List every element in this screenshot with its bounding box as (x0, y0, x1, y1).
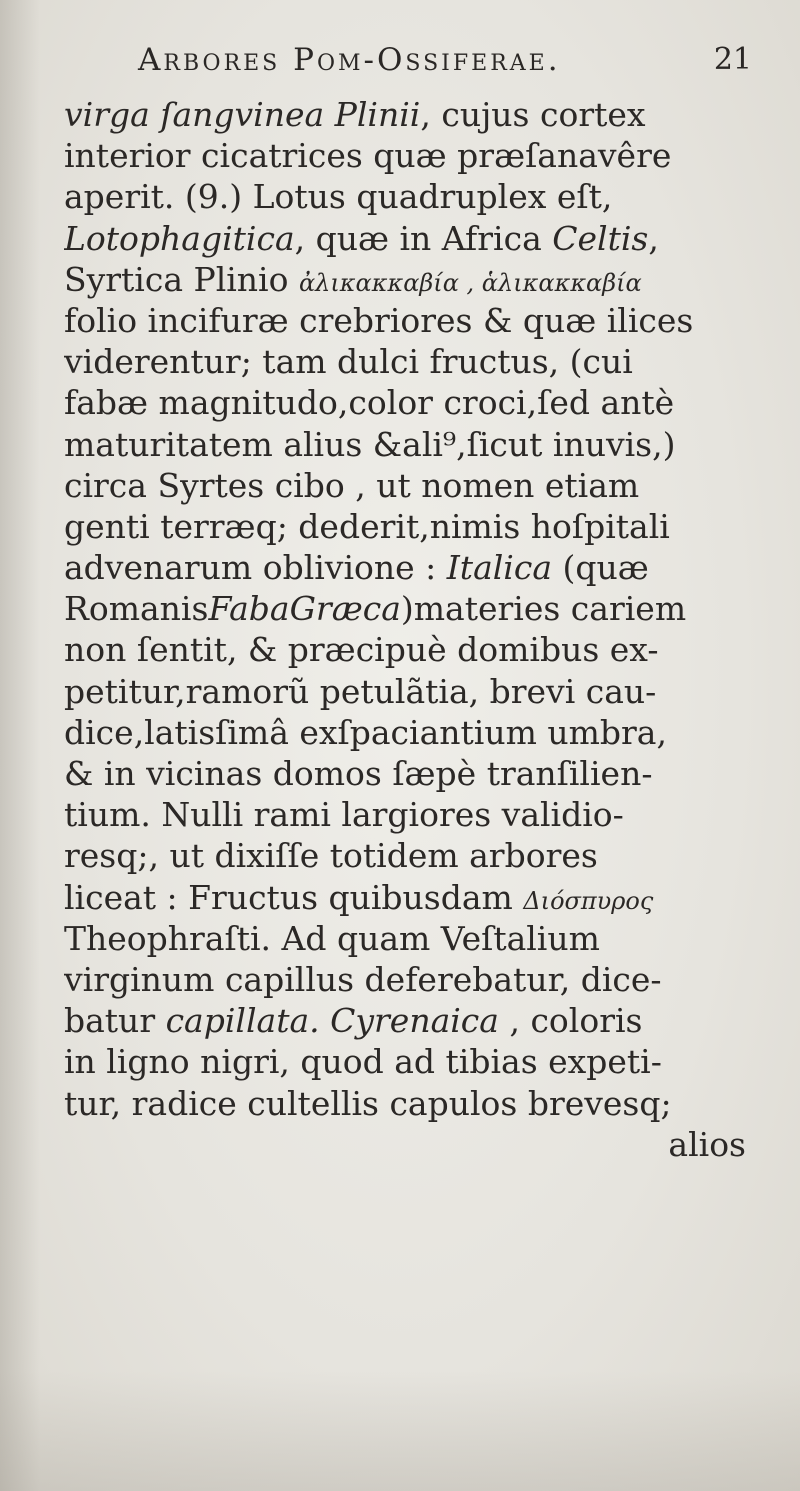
text-segment: petitur,ramorũ petulãtia, brevi cau- (64, 671, 657, 711)
text-segment: capillata. (165, 1001, 320, 1041)
text-line (64, 1000, 754, 1041)
text-line (64, 835, 754, 876)
page-edge-shadow (0, 0, 40, 1491)
text-line (64, 300, 754, 341)
text-line (64, 94, 754, 135)
text-line (64, 1083, 754, 1124)
text-line (64, 629, 754, 670)
page-header (0, 34, 800, 84)
running-title: Arbores Pom-Ossiferae. (138, 42, 561, 78)
text-segment: & in vicinas domos ſæpè tranſilien- (64, 754, 653, 793)
text-line (64, 588, 754, 629)
page-bottom-shadow (0, 1371, 800, 1491)
text-line (64, 424, 754, 465)
text-segment: Celtis (552, 218, 649, 258)
text-segment: maturitatem alius &ali⁹,ſicut inuvis,) (64, 424, 676, 464)
text-segment: genti terræq; dederit,nimis hoſpitali (64, 506, 670, 546)
page-number: 21 (713, 42, 752, 77)
text-segment: non ſentit, & præcipuè domibus ex- (64, 630, 659, 670)
text-segment: in ligno nigri, quod ad tibias expeti- (64, 1042, 662, 1082)
text-line (64, 753, 754, 794)
text-line (64, 135, 754, 176)
text-segment: , cujus cortex (420, 95, 646, 134)
text-segment: Italica (446, 548, 553, 588)
text-segment: viderentur; tam dulci fructus, (cui (64, 342, 633, 382)
text-segment: resq;, ut dixiſſe totidem arbores (64, 836, 598, 876)
catchword: alios (668, 1124, 746, 1164)
text-segment (320, 1001, 331, 1040)
text-segment: circa Syrtes cibo , ut nomen etiam (64, 465, 640, 505)
text-segment: advenarum oblivione : (64, 548, 447, 588)
text-line (64, 918, 754, 959)
text-segment: folio incifuræ crebriores & quæ ilices (64, 300, 694, 340)
text-line (64, 547, 754, 588)
text-segment: , (648, 218, 659, 258)
text-segment: Lotophagitica (64, 218, 295, 258)
text-segment: interior cicatrices quæ præſanavêre (64, 136, 672, 176)
text-segment: FabaGræca (208, 589, 401, 629)
text-segment: Διόσπυρος (523, 886, 654, 915)
text-segment: Syrtica Plinio (64, 259, 299, 299)
text-segment: batur (64, 1001, 166, 1041)
text-segment: aperit. (9.) Lotus quadruplex eſt, (64, 177, 613, 217)
text-line (64, 506, 754, 547)
text-segment: fabæ magnitudo,color croci,ſed antè (64, 383, 675, 423)
text-line (64, 794, 754, 835)
text-line (64, 1041, 754, 1082)
text-segment: virginum capillus deferebatur, dice- (64, 959, 662, 999)
text-line (64, 382, 754, 423)
text-segment: dice,latisſimâ exſpaciantium umbra, (64, 712, 667, 752)
text-segment: , coloris (498, 1001, 643, 1041)
text-line (64, 671, 754, 712)
text-segment: )materies cariem (400, 589, 687, 629)
text-line (64, 877, 754, 918)
text-line (64, 259, 754, 300)
text-segment: ἀλικακκαβία , ἁλικακκαβία (298, 268, 642, 297)
text-line (64, 341, 754, 382)
text-segment: (quæ (552, 548, 649, 588)
text-segment: tium. Nulli rami largiores validio- (64, 795, 624, 835)
text-segment: Cyrenaica (330, 1001, 499, 1041)
text-segment: , quæ in Africa (294, 218, 553, 258)
text-segment: virga ſangvinea Plinii (64, 95, 421, 134)
text-segment: Theophraſti. Ad quam Veſtalium (64, 918, 600, 958)
text-segment: liceat : Fructus quibusdam (64, 877, 524, 917)
text-segment: tur, radice cultellis capulos brevesq; (64, 1083, 672, 1123)
text-line (64, 959, 754, 1000)
text-line (64, 218, 754, 259)
text-line (64, 712, 754, 753)
text-line (64, 465, 754, 506)
text-line (64, 176, 754, 217)
text-segment: Romanis (64, 589, 209, 629)
body-text (64, 94, 754, 1165)
